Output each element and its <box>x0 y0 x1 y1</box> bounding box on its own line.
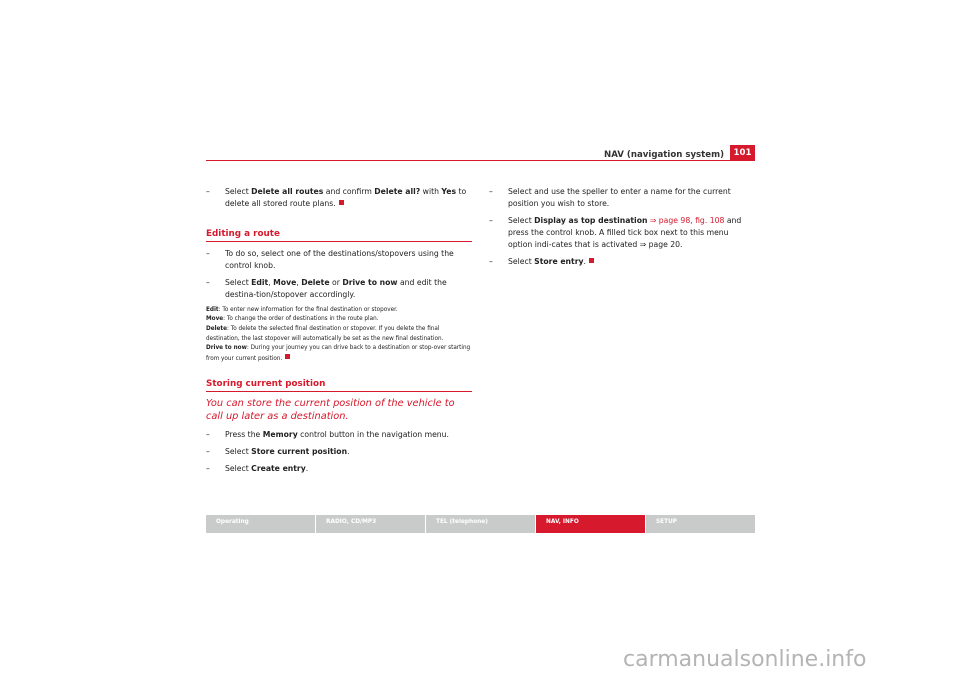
page-reference-link[interactable]: ⇒ page 98, fig. 108 <box>647 215 725 225</box>
step-dash: – <box>206 187 210 196</box>
note-item: Move: To change the order of destinations in the route plan. <box>206 316 379 323</box>
step-delete-all-routes: – Select Delete all routes and confirm Delete all? with Yes to delete all stored route plans. <box>206 187 467 209</box>
step-select-destination: – To do so, select one of the destinations/stopovers using the control knob. <box>206 248 454 271</box>
watermark-text: carmanualsonline.info <box>623 647 867 672</box>
note-item: Edit: To enter new information for the final destination or stopover. <box>206 306 398 313</box>
step-select-edit: – Select Edit, Move, Delete or Drive to now and edit the destina-tion/stopover accordingly. <box>206 277 447 300</box>
note-item: Delete: To delete the selected final destination or stopover. If you delete the final destination, the last stopover will automatically be set as the new final destination. <box>206 325 444 342</box>
step-enter-name: – Select and use the speller to enter a name for the current position you wish to store. <box>489 187 731 209</box>
left-column <box>206 186 472 479</box>
notes-block <box>206 306 472 365</box>
tab-telephone[interactable]: TEL (telephone) <box>426 515 535 533</box>
section-title-storing-position: Storing current position <box>206 379 472 392</box>
footer-tab-bar <box>206 515 755 533</box>
right-column <box>489 186 755 273</box>
tab-operating[interactable]: Operating <box>206 515 315 533</box>
section-title-editing-route: Editing a route <box>206 229 472 242</box>
header-rule <box>206 160 755 161</box>
step-store-current-position: – Select Store current position. <box>206 446 350 456</box>
page-number: 101 <box>730 145 755 161</box>
tab-setup[interactable]: SETUP <box>646 515 755 533</box>
step-press-memory: – Press the Memory control button in the navigation menu. <box>206 430 449 440</box>
tab-nav-info[interactable]: NAV, INFO <box>536 515 645 533</box>
note-item: Drive to now: During your journey you can drive back to a destination or stop-over starting from your current position. <box>206 345 471 362</box>
step-top-destination: – Select Display as top destination ⇒ page 98, fig. 108 and press the control knob. A filled tick box next to this menu option indi-cates that is activated ⇒ page 20. <box>489 215 742 250</box>
end-of-section-icon <box>589 258 594 263</box>
tab-radio[interactable]: RADIO, CD/MP3 <box>316 515 425 533</box>
end-of-section-icon <box>285 354 290 359</box>
section-intro: You can store the current position of the vehicle to call up later as a destination. <box>206 398 455 422</box>
step-create-entry: – Select Create entry. <box>206 463 309 473</box>
end-of-section-icon <box>339 200 344 205</box>
step-store-entry: – Select Store entry. <box>489 256 755 268</box>
header-title: NAV (navigation system) <box>604 150 724 160</box>
